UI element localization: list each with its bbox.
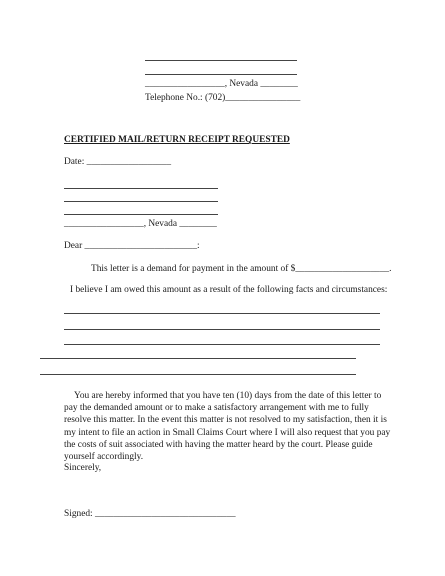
date-field: Date: __________________ [64, 157, 172, 167]
signature-line: Signed: ______________________________ [64, 509, 236, 519]
recipient-address-line-2 [64, 214, 218, 215]
sender-city-state: _________________, Nevada ________ [145, 79, 298, 89]
certified-mail-heading: CERTIFIED MAIL/RETURN RECEIPT REQUESTED [64, 135, 290, 145]
sender-telephone: Telephone No.: (702)________________ [145, 93, 301, 103]
notice-paragraph: You are hereby informed that you have ten (10) days from the date of this letter to pay the demanded amount or to make a satisfactory arrangement with me to fully resolve this matter. In the event this matter is not resolved to my satisfaction, then it is my intent to file an action in Small Claims Court where I will also request that you pay the costs of suit associated with having the matter heard by the court. Please guide yourself accordingly. [64, 391, 391, 463]
facts-line-2 [64, 329, 380, 330]
recipient-city-state: _________________, Nevada ________ [64, 219, 217, 229]
demand-amount-line: This letter is a demand for payment in the amount of $____________________. [91, 264, 392, 274]
salutation: Dear ________________________: [64, 241, 200, 251]
closing: Sincerely, [64, 463, 102, 473]
facts-line-1 [64, 313, 380, 314]
facts-line-5 [40, 374, 356, 375]
recipient-address-line-1 [64, 201, 218, 202]
sender-name-line [145, 60, 297, 61]
sender-address-line [145, 74, 297, 75]
facts-line-3 [64, 344, 380, 345]
recipient-name-line [64, 188, 218, 189]
facts-line-4 [40, 358, 356, 359]
facts-intro: I believe I am owed this amount as a result of the following facts and circumstances: [70, 285, 388, 295]
